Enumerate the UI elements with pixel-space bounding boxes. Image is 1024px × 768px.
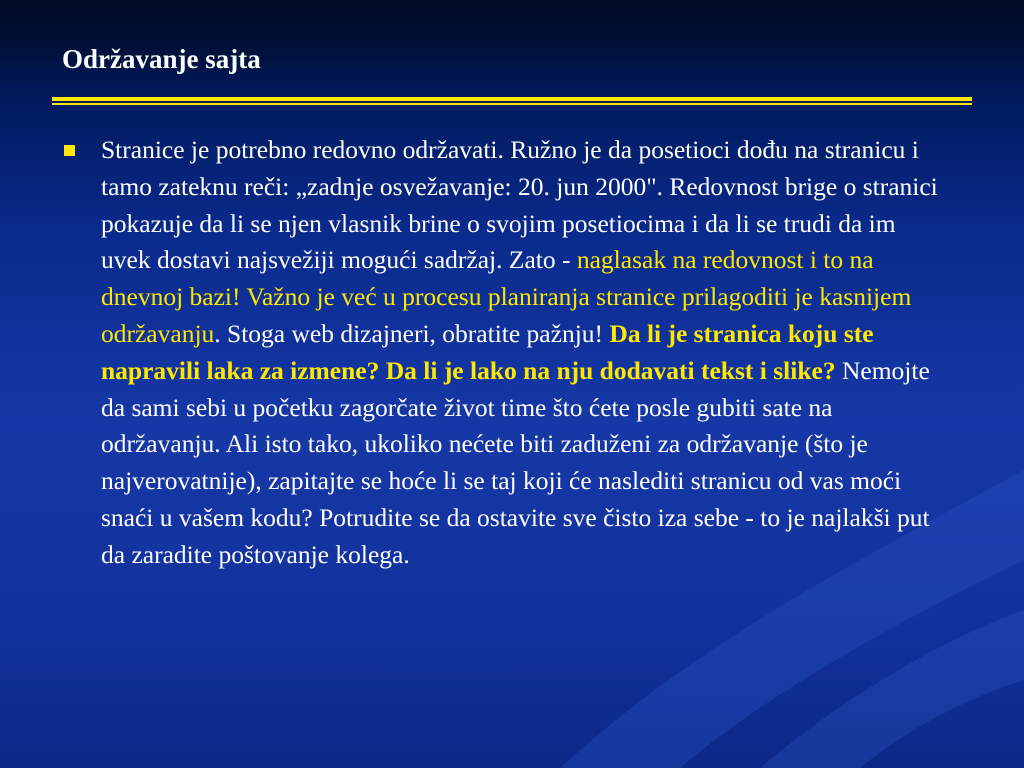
title-underline-thin: [52, 103, 972, 105]
body-bold-highlight: Da li je stranica koju ste napravili laka za izmene? Da li je lako na nju dodavati tekst i slike?: [101, 318, 874, 385]
body-highlight-1: naglasak na redovnost i to na dnevnoj bazi! Važno je već u procesu planiranja stranice prilagoditi je kasnijem održavanju: [101, 245, 912, 348]
body-text-part-2: . Stoga web dizajneri, obratite pažnju!: [214, 318, 610, 348]
slide-body-paragraph: [101, 132, 951, 574]
body-text-part-3: Nemojte da sami sebi u početku zagorčate život time što ćete posle gubiti sate na održavanju. Ali isto tako, ukoliko nećete biti zaduženi za održavanje (što je najverovatnije), zapitajte se hoće li se taj koji će naslediti stranicu od vas moći snaći u vašem kodu? Potrudite se da ostavite sve čisto iza sebe - to je najlakši put da zaradite poštovanje kolega.: [101, 355, 930, 569]
slide-title: Održavanje sajta: [62, 44, 261, 74]
title-underline-thick: [52, 97, 972, 101]
square-bullet-icon: [64, 145, 75, 156]
body-text-part-1: Stranice je potrebno redovno održavati. Ružno je da posetioci dođu na stranicu i tamo zateknu reči: „zadnje osvežavanje: 20. jun 2000". Redovnost brige o stranici pokazuje da li se njen vlasnik brine o svojim posetiocima i da li se trudi da im uvek dostavi najsvežiji mogući sadržaj. Zato -: [101, 135, 938, 275]
